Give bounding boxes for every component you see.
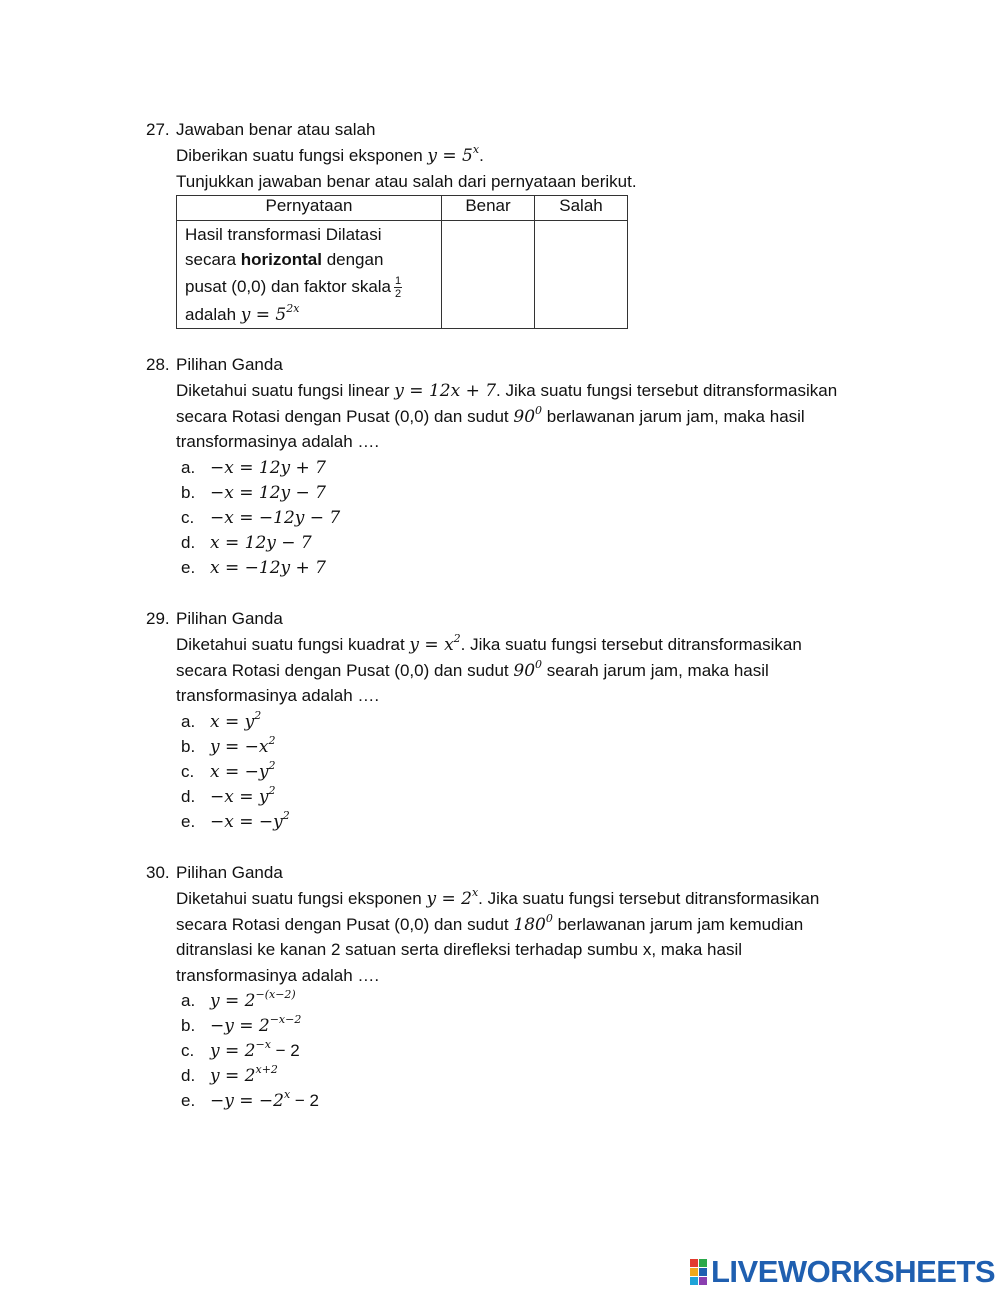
option-d[interactable]: d. $y = 2^{x+2}$: [181, 1063, 278, 1086]
option-b[interactable]: b. −x = 12y − 7: [181, 482, 326, 503]
question-30: [146, 860, 926, 1113]
question-number: 27.: [146, 120, 170, 139]
option-e[interactable]: e. x = −12y + 7: [181, 557, 326, 578]
question-28-heading: [146, 352, 926, 378]
option-a[interactable]: a. $y = 2^{-(x-2)}$: [181, 988, 296, 1011]
question-type: Pilihan Ganda: [176, 609, 283, 628]
question-number: 30.: [146, 863, 170, 882]
question-type: Pilihan Ganda: [176, 355, 283, 374]
false-answer-cell[interactable]: [535, 221, 628, 329]
option-d[interactable]: d. x = 12y − 7: [181, 532, 312, 553]
logo-text: LIVEWORKSHEETS: [711, 1254, 996, 1289]
options-list: [176, 988, 926, 1113]
header-true: Benar: [442, 196, 535, 221]
question-27: [146, 117, 926, 329]
true-false-table: [176, 195, 628, 329]
question-30-text-line2: secara Rotasi dengan Pusat (0,0) dan sudut $180^0$ berlawanan jarum jam kemudian: [176, 911, 804, 935]
option-e[interactable]: e. $-y = -2^x - 2$: [181, 1088, 320, 1111]
math-expression: $y = 5^x$: [427, 143, 480, 166]
question-28-text-line3: transformasinya adalah ….: [176, 432, 380, 451]
option-b[interactable]: b. $y = -x^2$: [181, 733, 276, 757]
fraction: $\frac{1}{2}$: [395, 275, 402, 301]
question-29: [146, 606, 926, 834]
question-30-heading: [146, 860, 926, 886]
header-statement: Pernyataan: [177, 196, 442, 221]
option-c[interactable]: c. −x = −12y − 7: [181, 507, 341, 528]
option-c[interactable]: c. $x = -y^2$: [181, 758, 276, 782]
question-29-heading: [146, 606, 926, 632]
option-a[interactable]: a. −x = 12y + 7: [181, 457, 326, 478]
options-list: [176, 709, 926, 834]
question-type: Jawaban benar atau salah: [176, 120, 376, 139]
option-d[interactable]: d. $-x = y^2$: [181, 783, 276, 807]
question-number: 28.: [146, 355, 170, 374]
question-28-text-line1: Diketahui suatu fungsi linear y = 12x + 7. Jika suatu fungsi tersebut ditransformasikan: [176, 381, 838, 401]
question-27-text-line1: Diberikan suatu fungsi eksponen $y = 5^x$.: [176, 143, 484, 166]
logo-grid-icon: [690, 1259, 707, 1285]
statement-cell: Hasil transformasi Dilatasi secara horizontal dengan pusat (0,0) dan faktor skala $\frac{1}{2}$ adalah $y = 5^{2x}$: [177, 221, 442, 329]
question-30-text-line4: transformasinya adalah ….: [176, 965, 380, 985]
question-27-text-line2: Tunjukkan jawaban benar atau salah dari pernyataan berikut.: [176, 171, 637, 191]
question-number: 29.: [146, 609, 170, 628]
question-28-text-line2: secara Rotasi dengan Pusat (0,0) dan sudut $90^0$ berlawanan jarum jam, maka hasil: [176, 403, 805, 427]
options-list: [176, 455, 926, 580]
question-30-text-line3: ditranslasi ke kanan 2 satuan serta direfleksi terhadap sumbu x, maka hasil: [176, 940, 743, 959]
true-answer-cell[interactable]: [442, 221, 535, 329]
question-28: [146, 352, 926, 580]
option-b[interactable]: b. $-y = 2^{-x-2}$: [181, 1013, 302, 1036]
question-29-text-line1: Diketahui suatu fungsi kuadrat $y = x^2$. Jika suatu fungsi tersebut ditransformasikan: [176, 632, 802, 655]
option-e[interactable]: e. $-x = -y^2$: [181, 808, 290, 832]
question-27-heading: [146, 117, 926, 143]
question-29-text-line3: transformasinya adalah ….: [176, 686, 380, 705]
question-type: Pilihan Ganda: [176, 863, 283, 882]
option-a[interactable]: a. $x = y^2$: [181, 708, 262, 732]
option-c[interactable]: c. $y = 2^{-x} - 2$: [181, 1038, 300, 1061]
header-false: Salah: [535, 196, 628, 221]
question-29-text-line2: secara Rotasi dengan Pusat (0,0) dan sudut $90^0$ searah jarum jam, maka hasil: [176, 657, 769, 681]
liveworksheets-logo: [690, 1254, 995, 1290]
question-30-text-line1: Diketahui suatu fungsi eksponen $y = 2^x$. Jika suatu fungsi tersebut ditransformasikan: [176, 886, 820, 909]
